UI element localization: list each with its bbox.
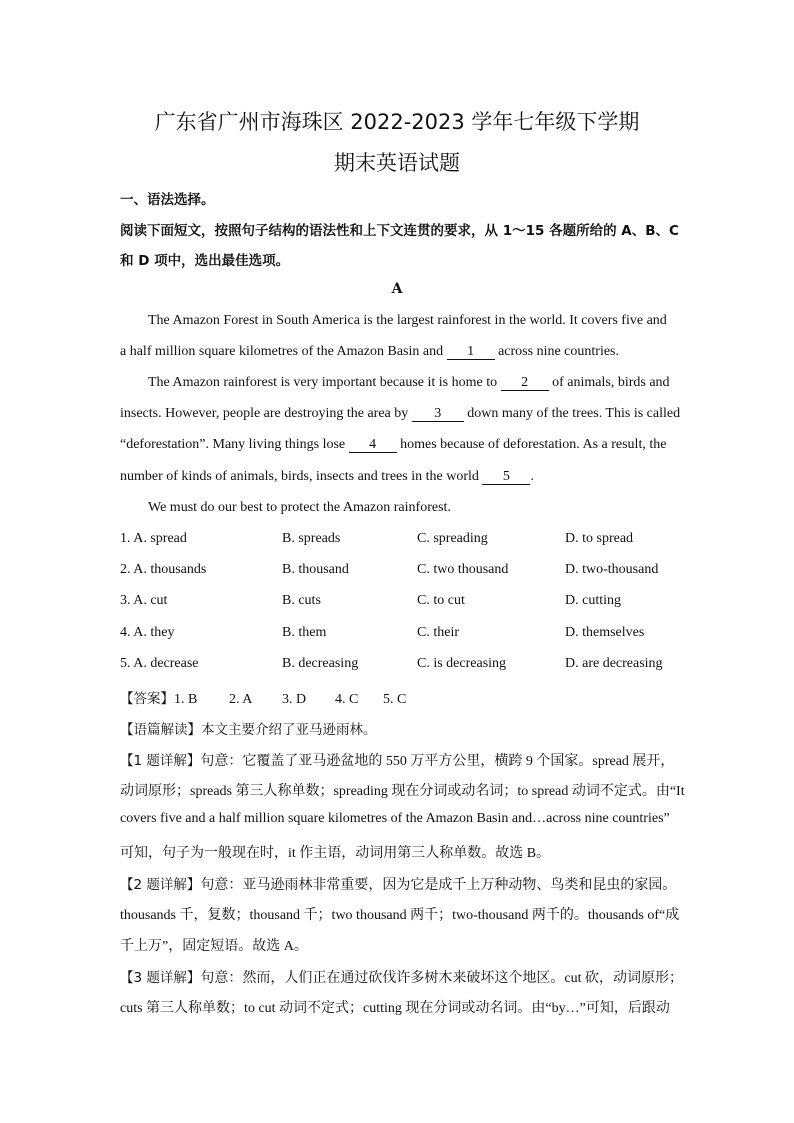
answer-line — [120, 687, 680, 708]
option-d: D. themselves — [565, 625, 645, 640]
document-title-line2: 期末英语试题 — [334, 151, 460, 175]
option-c: C. is decreasing — [417, 656, 507, 671]
answer-item: 1. B — [174, 692, 198, 707]
answer-item: 5. C — [383, 692, 407, 707]
option-b: B. spreads — [282, 531, 341, 546]
explanation-line: cuts 第三人称单数；to cut 动词不定式；cutting 现在分词或动名词。由“by…”可知，后跟动 — [120, 1001, 670, 1016]
instructions-line2: 和 D 项中，选出最佳选项。 — [120, 253, 290, 269]
passage-line: The Amazon Forest in South America is the largest rainforest in the world. It covers five and — [148, 313, 667, 328]
option-d: D. two-thousand — [565, 562, 659, 577]
passage-text: homes because of deforestation. As a result, the — [396, 437, 667, 452]
passage-line — [120, 437, 680, 453]
passage-line — [120, 406, 680, 422]
option-a: 4. A. they — [120, 625, 175, 640]
passage-text: “deforestation”. Many living things lose — [120, 437, 349, 452]
answer-label: 【答案】 — [120, 691, 174, 707]
summary-line — [120, 718, 680, 738]
blank-4: 4 — [349, 438, 397, 453]
option-a: 5. A. decrease — [120, 656, 199, 671]
option-b: B. cuts — [282, 593, 321, 608]
summary-label: 【语篇解读】 — [120, 722, 201, 738]
option-b: B. thousand — [282, 562, 349, 577]
passage-line: We must do our best to protect the Amazon rainforest. — [148, 500, 451, 515]
section-heading: 一、语法选择。 — [120, 192, 215, 208]
instructions-line1: 阅读下面短文，按照句子结构的语法性和上下文连贯的要求，从 1～15 各题所给的 A、B、C — [120, 223, 679, 239]
passage-text: . — [530, 469, 534, 484]
passage-line — [120, 469, 680, 485]
explanation-line: 千上万”，固定短语。故选 A。 — [120, 939, 308, 954]
option-a: 2. A. thousands — [120, 562, 207, 577]
answer-item: 3. D — [282, 692, 307, 707]
explanation-text: 句意：它覆盖了亚马逊盆地的 550 万平方公里，横跨 9 个国家。spread 展开， — [200, 754, 675, 769]
passage-text: insects. However, people are destroying the area by — [120, 406, 412, 421]
option-c: C. their — [417, 625, 459, 640]
option-b: B. decreasing — [282, 656, 359, 671]
option-d: D. cutting — [565, 593, 621, 608]
explanation-label: 【1 题详解】 — [120, 753, 201, 769]
option-b: B. them — [282, 625, 327, 640]
blank-3: 3 — [412, 407, 464, 422]
explanation-text: 句意：然而，人们正在通过砍伐许多树木来破坏这个地区。cut 砍，动词原形； — [200, 971, 683, 986]
explanation-label: 【2 题详解】 — [120, 877, 201, 893]
option-a: 1. A. spread — [120, 531, 187, 546]
explanation-line: 可知，句子为一般现在时，it 作主语，动词用第三人称单数。故选 B。 — [120, 846, 551, 861]
answer-item: 2. A — [229, 692, 253, 707]
blank-1: 1 — [447, 345, 495, 360]
explanation-line — [120, 873, 680, 894]
passage-label: A — [391, 281, 403, 297]
explanation-line — [120, 749, 680, 770]
blank-2: 2 — [501, 376, 549, 391]
passage-line — [148, 375, 708, 391]
blank-5: 5 — [482, 470, 530, 485]
summary-text: 本文主要介绍了亚马逊雨林。 — [201, 722, 377, 738]
explanation-line: thousands 千，复数；thousand 千；two thousand 两千；two-thousand 两千的。thousands of“成 — [120, 908, 680, 923]
passage-text: number of kinds of animals, birds, insects and trees in the world — [120, 469, 483, 484]
option-c: C. to cut — [417, 593, 465, 608]
passage-text: down many of the trees. This is called — [463, 406, 681, 421]
explanation-line: 动词原形；spreads 第三人称单数；spreading 现在分词或动名词；to spread 动词不定式。由“It — [120, 784, 685, 799]
passage-text: The Amazon rainforest is very important because it is home to — [148, 375, 501, 390]
explanation-line: covers five and a half million square kilometres of the Amazon Basin and…across nine countries” — [120, 811, 670, 826]
option-c: C. spreading — [417, 531, 488, 546]
option-a: 3. A. cut — [120, 593, 168, 608]
answer-item: 4. C — [335, 692, 359, 707]
option-d: D. to spread — [565, 531, 634, 546]
passage-text: a half million square kilometres of the Amazon Basin and — [120, 344, 447, 359]
option-c: C. two thousand — [417, 562, 509, 577]
explanation-line — [120, 966, 683, 987]
document-title-line1: 广东省广州市海珠区 2022-2023 学年七年级下学期 — [154, 110, 640, 134]
option-d: D. are decreasing — [565, 656, 663, 671]
passage-line — [120, 344, 680, 360]
explanation-label: 【3 题详解】 — [120, 970, 201, 986]
passage-text: across nine countries. — [494, 344, 620, 359]
explanation-text: 句意：亚马逊雨林非常重要，因为它是成千上万种动物、鸟类和昆虫的家园。 — [200, 878, 677, 893]
passage-text: of animals, birds and — [548, 375, 670, 390]
